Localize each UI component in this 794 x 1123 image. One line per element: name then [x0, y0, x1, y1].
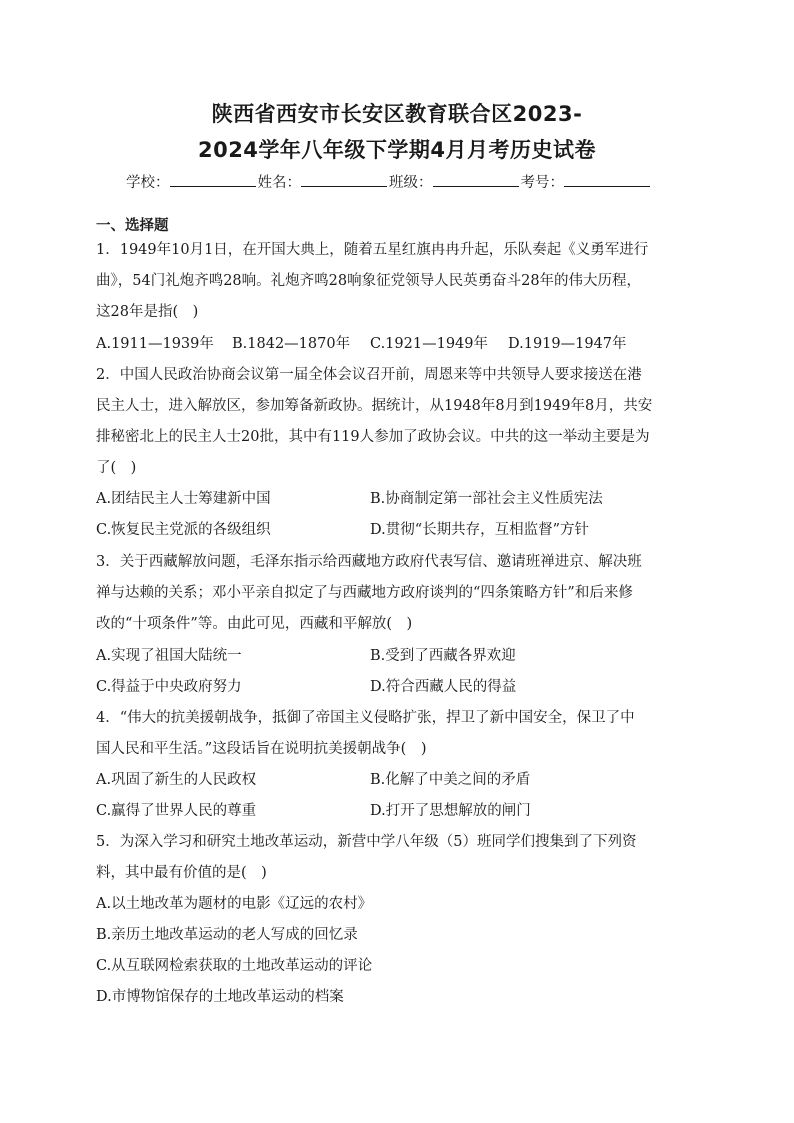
question-2-option-c: C.恢复民主党派的各级组织: [96, 522, 271, 538]
question-2-line-4: 了( ): [96, 460, 137, 476]
question-1-option-d: D.1919—1947年: [508, 336, 627, 352]
question-5-option-c: C.从互联网检索获取的土地改革运动的评论: [96, 958, 373, 974]
school-label: 学校：: [126, 175, 170, 191]
question-1-option-b: B.1842—1870年: [232, 336, 351, 352]
question-2-line-1: 2．中国人民政治协商会议第一届全体会议召开前，周恩来等中共领导人要求接送在港: [96, 367, 642, 383]
exam-number-label: 考号：: [520, 175, 564, 191]
question-3-option-c: C.得益于中央政府努力: [96, 679, 242, 695]
question-4-option-a: A.巩固了新生的人民政权: [96, 772, 257, 788]
question-1-line-3: 这28年是指( ): [96, 304, 199, 320]
question-3-option-a: A.实现了祖国大陆统一: [96, 648, 242, 664]
section-heading: 一、选择题: [96, 218, 169, 234]
question-5-option-d: D.市博物馆保存的土地改革运动的档案: [96, 989, 344, 1005]
exam-number-blank: [564, 172, 650, 187]
school-field: [126, 171, 258, 192]
class-field: [389, 171, 521, 192]
class-blank: [433, 172, 519, 187]
question-3-line-1: 3．关于西藏解放问题，毛泽东指示给西藏地方政府代表写信、邀请班禅进京、解决班: [96, 554, 642, 570]
question-4-option-d: D.打开了思想解放的闸门: [370, 803, 531, 819]
name-label: 姓名：: [257, 175, 301, 191]
name-blank: [301, 172, 387, 187]
question-1-option-c: C.1921—1949年: [370, 336, 488, 352]
name-field: [258, 171, 390, 192]
exam-number-field: [521, 171, 653, 192]
question-3-option-b: B.受到了西藏各界欢迎: [370, 648, 516, 664]
student-info-row: [126, 171, 686, 192]
exam-title-line-2: 2024学年八年级下学期4月月考历史试卷: [197, 138, 597, 162]
question-2-line-2: 民主人士，进入解放区，参加筹备新政协。据统计，从1948年8月到1949年8月，共安: [96, 398, 653, 414]
question-4-option-b: B.化解了中美之间的矛盾: [370, 772, 531, 788]
question-2-option-d: D.贯彻“长期共存，互相监督”方针: [370, 522, 590, 538]
question-1-option-a: A.1911—1939年: [96, 336, 214, 352]
question-4-line-1: 4．“伟大的抗美援朝战争，抵御了帝国主义侵略扩张，捍卫了新中国安全，保卫了中: [96, 710, 635, 726]
exam-title-line-1: 陕西省西安市长安区教育联合区2023-: [211, 102, 583, 126]
question-1-line-1: 1．1949年10月1日，在开国大典上，随着五星红旗冉冉升起，乐队奏起《义勇军进行: [96, 242, 649, 258]
question-1-line-2: 曲》，54门礼炮齐鸣28响。礼炮齐鸣28响象征党领导人民英勇奋斗28年的伟大历程，: [96, 273, 642, 289]
question-3-line-2: 禅与达赖的关系；邓小平亲自拟定了与西藏地方政府谈判的“四条策略方针”和后来修: [96, 585, 633, 601]
question-4-option-c: C.赢得了世界人民的尊重: [96, 803, 257, 819]
question-5-option-b: B.亲历土地改革运动的老人写成的回忆录: [96, 927, 358, 943]
question-3-line-3: 改的“十项条件”等。由此可见，西藏和平解放( ): [96, 616, 413, 632]
question-5-option-a: A.以土地改革为题材的电影《辽远的农村》: [96, 896, 373, 912]
school-blank: [170, 172, 256, 187]
class-label: 班级：: [389, 175, 433, 191]
question-2-option-a: A.团结民主人士筹建新中国: [96, 491, 271, 507]
question-2-line-3: 排秘密北上的民主人士20批，其中有119人参加了政协会议。中共的这一举动主要是为: [96, 429, 650, 445]
question-4-line-2: 国人民和平生活。”这段话旨在说明抗美援朝战争( ): [96, 741, 427, 757]
question-5-line-2: 料，其中最有价值的是( ): [96, 865, 267, 881]
question-3-option-d: D.符合西藏人民的得益: [370, 679, 517, 695]
question-5-line-1: 5．为深入学习和研究土地改革运动，新营中学八年级（5）班同学们搜集到了下列资: [96, 834, 637, 850]
question-2-option-b: B.协商制定第一部社会主义性质宪法: [370, 491, 603, 507]
